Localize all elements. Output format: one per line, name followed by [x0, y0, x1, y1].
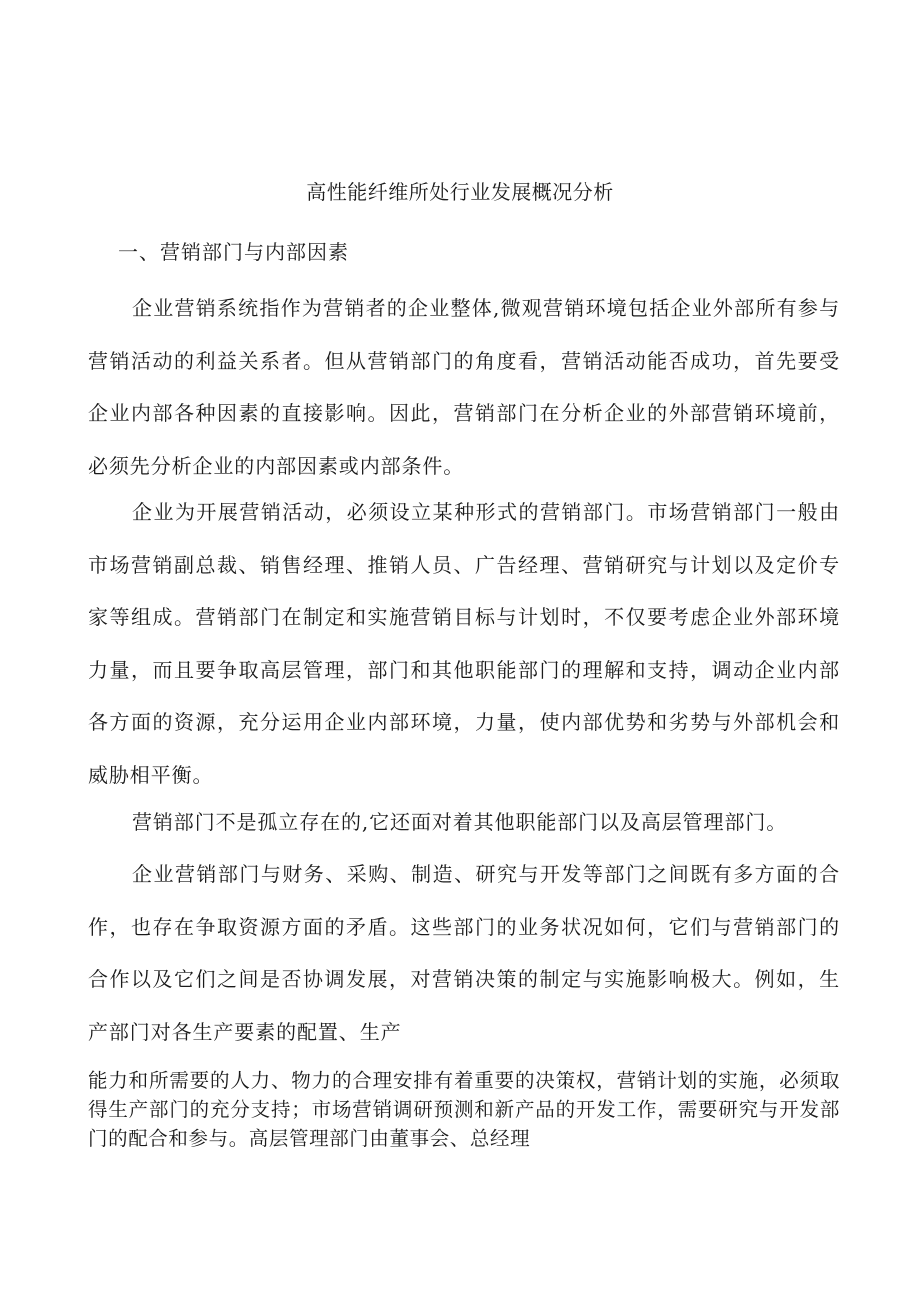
paragraph-5: 能力和所需要的人力、物力的合理安排有着重要的决策权，营销计划的实施，必须取得生产部门的充分支持；市场营销调研预测和新产品的开发工作，需要研究与开发部门的配合和参与。高层管理部门由董事会、总经理 [88, 1069, 840, 1150]
document-title: 高性能纤维所处行业发展概况分析 [306, 180, 614, 204]
paragraph-3: 营销部门不是孤立存在的,它还面对着其他职能部门以及高层管理部门。 [132, 810, 788, 834]
section-heading: 一、营销部门与内部因素 [118, 240, 349, 264]
paragraph-4: 企业营销部门与财务、采购、制造、研究与开发等部门之间既有多方面的合作，也存在争取资源方面的矛盾。这些部门的业务状况如何，它们与营销部门的合作以及它们之间是否协调发展，对营销决策的制定与实施影响极大。例如，生产部门对各生产要素的配置、生产 [88, 862, 840, 1044]
paragraph-1: 企业营销系统指作为营销者的企业整体,微观营销环境包括企业外部所有参与营销活动的利益关系者。但从营销部门的角度看，营销活动能否成功，首先要受企业内部各种因素的直接影响。因此，营销部门在分析企业的外部营销环境前，必须先分析企业的内部因素或内部条件。 [88, 296, 840, 478]
paragraph-2: 企业为开展营销活动，必须设立某种形式的营销部门。市场营销部门一般由市场营销副总裁、销售经理、推销人员、广告经理、营销研究与计划以及定价专家等组成。营销部门在制定和实施营销目标与计划时，不仅要考虑企业外部环境力量，而且要争取高层管理，部门和其他职能部门的理解和支持，调动企业内部各方面的资源，充分运用企业内部环境，力量，使内部优势和劣势与外部机会和威胁相平衡。 [88, 500, 840, 787]
